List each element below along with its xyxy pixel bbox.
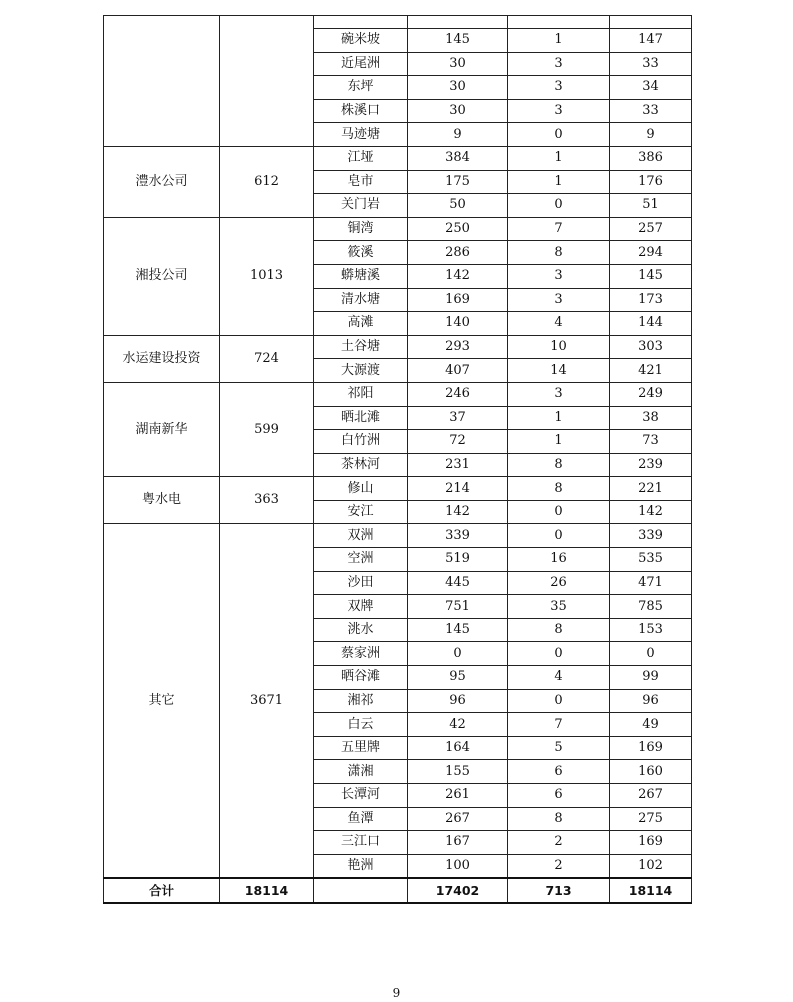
row-total-cell: 33 [610, 99, 692, 123]
station-cell: 长潭河 [314, 784, 408, 808]
company-cell: 其它 [104, 524, 220, 878]
station-cell: 蔡家洲 [314, 642, 408, 666]
value-a-cell: 519 [408, 548, 508, 572]
row-total-cell: 73 [610, 430, 692, 454]
value-a-cell: 142 [408, 500, 508, 524]
capacity-cell [220, 16, 314, 147]
station-cell: 土谷塘 [314, 335, 408, 359]
table-row [104, 382, 692, 406]
station-cell: 艳洲 [314, 854, 408, 878]
row-total-cell [610, 16, 692, 29]
total-b: 713 [508, 878, 610, 903]
value-a-cell: 100 [408, 854, 508, 878]
value-a-cell: 145 [408, 29, 508, 53]
value-a-cell: 72 [408, 430, 508, 454]
station-cell: 祁阳 [314, 382, 408, 406]
station-cell [314, 16, 408, 29]
row-total-cell: 173 [610, 288, 692, 312]
company-cell: 湘投公司 [104, 217, 220, 335]
table-row [104, 524, 692, 548]
row-total-cell: 339 [610, 524, 692, 548]
row-total-cell: 294 [610, 241, 692, 265]
value-a-cell: 95 [408, 666, 508, 690]
value-a-cell: 50 [408, 194, 508, 218]
station-cell: 大源渡 [314, 359, 408, 383]
station-cell: 三江口 [314, 831, 408, 855]
station-cell: 晒北滩 [314, 406, 408, 430]
row-total-cell: 267 [610, 784, 692, 808]
value-b-cell: 10 [508, 335, 610, 359]
value-a-cell: 155 [408, 760, 508, 784]
value-b-cell: 0 [508, 524, 610, 548]
station-cell: 潇湘 [314, 760, 408, 784]
station-cell: 双洲 [314, 524, 408, 548]
value-a-cell: 37 [408, 406, 508, 430]
row-total-cell: 38 [610, 406, 692, 430]
station-cell: 江垭 [314, 146, 408, 170]
station-cell: 湘祁 [314, 689, 408, 713]
station-cell: 双牌 [314, 595, 408, 619]
row-total-cell: 239 [610, 453, 692, 477]
value-b-cell: 14 [508, 359, 610, 383]
value-b-cell: 4 [508, 666, 610, 690]
value-a-cell: 407 [408, 359, 508, 383]
row-total-cell: 176 [610, 170, 692, 194]
company-cell: 澧水公司 [104, 146, 220, 217]
value-b-cell: 8 [508, 807, 610, 831]
row-total-cell: 160 [610, 760, 692, 784]
value-a-cell: 30 [408, 76, 508, 100]
station-cell: 筱溪 [314, 241, 408, 265]
total-capacity: 18114 [220, 878, 314, 903]
value-a-cell: 339 [408, 524, 508, 548]
value-b-cell [508, 16, 610, 29]
value-b-cell: 3 [508, 264, 610, 288]
row-total-cell: 386 [610, 146, 692, 170]
value-b-cell: 7 [508, 217, 610, 241]
value-b-cell: 3 [508, 52, 610, 76]
row-total-cell: 169 [610, 736, 692, 760]
row-total-cell: 34 [610, 76, 692, 100]
value-b-cell: 2 [508, 831, 610, 855]
station-cell: 五里牌 [314, 736, 408, 760]
value-b-cell: 8 [508, 477, 610, 501]
value-a-cell: 246 [408, 382, 508, 406]
value-a-cell: 30 [408, 99, 508, 123]
row-total-cell: 421 [610, 359, 692, 383]
value-b-cell: 0 [508, 194, 610, 218]
station-cell: 鱼潭 [314, 807, 408, 831]
value-b-cell: 35 [508, 595, 610, 619]
value-b-cell: 2 [508, 854, 610, 878]
total-row [104, 878, 692, 903]
station-cell: 晒谷滩 [314, 666, 408, 690]
company-cell: 水运建设投资 [104, 335, 220, 382]
row-total-cell: 102 [610, 854, 692, 878]
table-row [104, 217, 692, 241]
page-number: 9 [392, 986, 401, 1000]
value-a-cell: 250 [408, 217, 508, 241]
value-b-cell: 8 [508, 618, 610, 642]
row-total-cell: 147 [610, 29, 692, 53]
value-a-cell: 142 [408, 264, 508, 288]
value-b-cell: 6 [508, 760, 610, 784]
value-a-cell: 293 [408, 335, 508, 359]
station-cell: 清水塘 [314, 288, 408, 312]
capacity-cell: 3671 [220, 524, 314, 878]
value-a-cell: 384 [408, 146, 508, 170]
value-a-cell: 169 [408, 288, 508, 312]
row-total-cell: 142 [610, 500, 692, 524]
station-cell: 安江 [314, 500, 408, 524]
value-a-cell: 751 [408, 595, 508, 619]
row-total-cell: 9 [610, 123, 692, 147]
value-b-cell: 1 [508, 430, 610, 454]
total-a: 17402 [408, 878, 508, 903]
value-b-cell: 0 [508, 500, 610, 524]
station-cell: 铜湾 [314, 217, 408, 241]
value-a-cell: 445 [408, 571, 508, 595]
row-total-cell: 471 [610, 571, 692, 595]
value-b-cell: 3 [508, 288, 610, 312]
value-a-cell: 30 [408, 52, 508, 76]
value-a-cell: 267 [408, 807, 508, 831]
total-sum: 18114 [610, 878, 692, 903]
value-a-cell: 96 [408, 689, 508, 713]
value-a-cell: 231 [408, 453, 508, 477]
row-total-cell: 99 [610, 666, 692, 690]
value-a-cell: 140 [408, 312, 508, 336]
row-total-cell: 145 [610, 264, 692, 288]
station-cell: 白竹洲 [314, 430, 408, 454]
capacity-cell: 599 [220, 382, 314, 476]
total-label: 合计 [104, 878, 220, 903]
value-a-cell: 9 [408, 123, 508, 147]
table-row [104, 477, 692, 501]
row-total-cell: 144 [610, 312, 692, 336]
row-total-cell: 785 [610, 595, 692, 619]
value-b-cell: 1 [508, 146, 610, 170]
value-b-cell: 0 [508, 642, 610, 666]
station-cell: 皂市 [314, 170, 408, 194]
company-cell: 粤水电 [104, 477, 220, 524]
company-cell: 湖南新华 [104, 382, 220, 476]
value-a-cell: 145 [408, 618, 508, 642]
row-total-cell: 249 [610, 382, 692, 406]
station-cell: 马迹塘 [314, 123, 408, 147]
table-row [104, 335, 692, 359]
table-row [104, 16, 692, 29]
station-cell: 东坪 [314, 76, 408, 100]
value-b-cell: 4 [508, 312, 610, 336]
value-b-cell: 26 [508, 571, 610, 595]
station-cell: 白云 [314, 713, 408, 737]
station-cell: 关门岩 [314, 194, 408, 218]
row-total-cell: 153 [610, 618, 692, 642]
row-total-cell: 49 [610, 713, 692, 737]
row-total-cell: 221 [610, 477, 692, 501]
value-a-cell: 286 [408, 241, 508, 265]
row-total-cell: 96 [610, 689, 692, 713]
value-b-cell: 6 [508, 784, 610, 808]
value-a-cell: 261 [408, 784, 508, 808]
value-b-cell: 1 [508, 29, 610, 53]
value-b-cell: 8 [508, 241, 610, 265]
value-b-cell: 1 [508, 406, 610, 430]
value-b-cell: 16 [508, 548, 610, 572]
value-a-cell: 175 [408, 170, 508, 194]
capacity-cell: 363 [220, 477, 314, 524]
station-cell: 高滩 [314, 312, 408, 336]
station-cell: 株溪口 [314, 99, 408, 123]
table-body [104, 16, 692, 879]
station-cell: 空洲 [314, 548, 408, 572]
row-total-cell: 257 [610, 217, 692, 241]
capacity-cell: 724 [220, 335, 314, 382]
capacity-cell: 612 [220, 146, 314, 217]
station-cell: 茶林河 [314, 453, 408, 477]
value-b-cell: 0 [508, 123, 610, 147]
row-total-cell: 169 [610, 831, 692, 855]
row-total-cell: 51 [610, 194, 692, 218]
row-total-cell: 303 [610, 335, 692, 359]
value-b-cell: 3 [508, 382, 610, 406]
row-total-cell: 275 [610, 807, 692, 831]
value-b-cell: 0 [508, 689, 610, 713]
station-cell: 碗米坡 [314, 29, 408, 53]
station-cell: 近尾洲 [314, 52, 408, 76]
value-a-cell: 0 [408, 642, 508, 666]
value-b-cell: 3 [508, 76, 610, 100]
row-total-cell: 0 [610, 642, 692, 666]
station-data-table [103, 15, 692, 904]
value-b-cell: 3 [508, 99, 610, 123]
value-a-cell: 167 [408, 831, 508, 855]
value-b-cell: 7 [508, 713, 610, 737]
row-total-cell: 33 [610, 52, 692, 76]
value-a-cell: 42 [408, 713, 508, 737]
value-a-cell: 214 [408, 477, 508, 501]
row-total-cell: 535 [610, 548, 692, 572]
station-cell: 修山 [314, 477, 408, 501]
station-cell: 蟒塘溪 [314, 264, 408, 288]
value-b-cell: 1 [508, 170, 610, 194]
total-station [314, 878, 408, 903]
value-a-cell: 164 [408, 736, 508, 760]
station-cell: 洮水 [314, 618, 408, 642]
value-a-cell [408, 16, 508, 29]
company-cell [104, 16, 220, 147]
capacity-cell: 1013 [220, 217, 314, 335]
station-cell: 沙田 [314, 571, 408, 595]
table-row [104, 146, 692, 170]
value-b-cell: 5 [508, 736, 610, 760]
value-b-cell: 8 [508, 453, 610, 477]
